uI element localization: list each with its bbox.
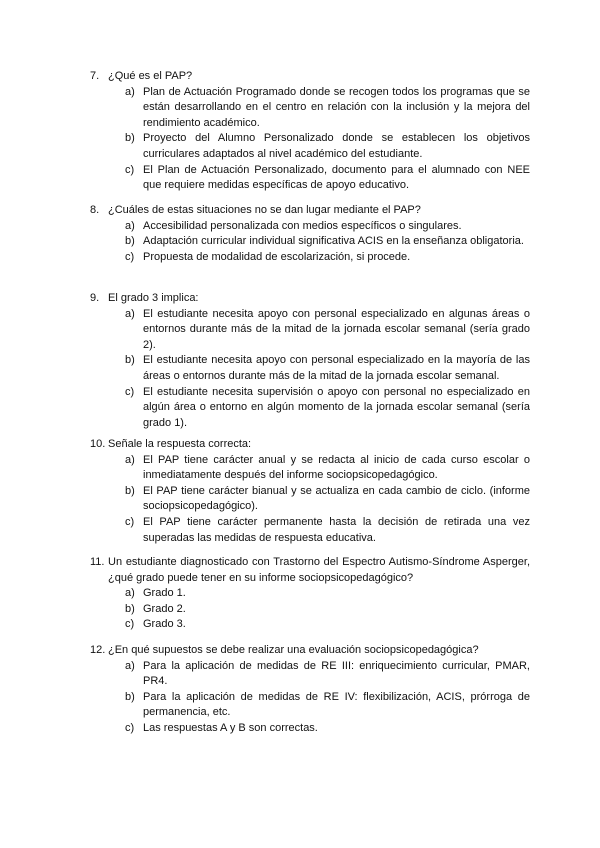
- option-text: Para la aplicación de medidas de RE IV: flexibilización, ACIS, prórroga de permanencia, etc.: [143, 690, 530, 719]
- option-text: El Plan de Actuación Personalizado, documento para el alumnado con NEE que requiere medidas específicas de apoyo educativo.: [143, 163, 530, 192]
- option-text: El estudiante necesita apoyo con personal especializado en algunas áreas o entornos durante más de la mitad de la jornada escolar semanal (sería grado 2).: [143, 307, 530, 351]
- question-number: 12.: [90, 644, 106, 656]
- question-stem: [90, 643, 530, 659]
- question-text: ¿Cuáles de estas situaciones no se dan lugar mediante el PAP?: [108, 204, 421, 216]
- option-text: Para la aplicación de medidas de RE III: enriquecimiento curricular, PMAR, PR4.: [143, 659, 530, 688]
- option: [125, 163, 530, 194]
- option: [125, 453, 530, 484]
- question-11: [90, 555, 530, 633]
- option-letter: a): [125, 453, 135, 466]
- option-text: El estudiante necesita supervisión o apoyo con personal no especializado en algún área o entorno en algún momento de la jornada escolar semanal (sería grado 1).: [143, 385, 530, 429]
- option: [125, 385, 530, 432]
- option-text: Accesibilidad personalizada con medios específicos o singulares.: [143, 219, 462, 232]
- option-text: Grado 2.: [143, 602, 186, 615]
- option: [125, 234, 530, 250]
- question-8: [90, 203, 530, 265]
- option: [125, 484, 530, 515]
- question-number: 8.: [90, 204, 100, 216]
- option-text: El PAP tiene carácter permanente hasta la decisión de retirada una vez superadas las medidas de respuesta educativa.: [143, 515, 530, 544]
- option-text: Grado 1.: [143, 587, 186, 600]
- question-stem: [90, 437, 530, 453]
- question-7: [90, 69, 530, 194]
- question-stem: [90, 291, 530, 307]
- option: [125, 353, 530, 384]
- option-letter: b): [125, 235, 135, 248]
- question-number: 7.: [90, 70, 100, 82]
- question-text: El grado 3 implica:: [108, 292, 199, 304]
- question-text: Señale la respuesta correcta:: [108, 438, 252, 450]
- question-9: [90, 291, 530, 431]
- option-letter: c): [125, 721, 135, 734]
- option: [125, 617, 530, 633]
- option-letter: c): [125, 618, 135, 631]
- question-12: [90, 643, 530, 737]
- option-letter: b): [125, 602, 135, 615]
- option-letter: c): [125, 163, 135, 176]
- option-letter: a): [125, 85, 135, 98]
- option: [125, 659, 530, 690]
- option-letter: b): [125, 484, 135, 497]
- option: [125, 85, 530, 132]
- question-number: 9.: [90, 292, 100, 304]
- option-letter: b): [125, 354, 135, 367]
- option-letter: c): [125, 250, 135, 263]
- question-stem: [90, 555, 530, 586]
- option: [125, 250, 530, 266]
- option-text: Grado 3.: [143, 618, 186, 631]
- option: [125, 690, 530, 721]
- option-text: El PAP tiene carácter bianual y se actualiza en cada cambio de ciclo. (informe sociopsicopedagógico).: [143, 484, 530, 513]
- option-text: Propuesta de modalidad de escolarización, si procede.: [143, 250, 411, 263]
- question-number: 10.: [90, 438, 106, 450]
- option-letter: c): [125, 385, 135, 398]
- option-text: El PAP tiene carácter anual y se redacta al inicio de cada curso escolar o inmediatamente después del informe sociopsicopedagógico.: [143, 453, 530, 482]
- option: [125, 131, 530, 162]
- option-text: Las respuestas A y B son correctas.: [143, 721, 318, 734]
- option-text: Adaptación curricular individual significativa ACIS en la enseñanza obligatoria.: [143, 235, 524, 248]
- option-letter: b): [125, 690, 135, 703]
- question-text: ¿Qué es el PAP?: [108, 70, 193, 82]
- option: [125, 602, 530, 618]
- question-text: ¿En qué supuestos se debe realizar una evaluación sociopsicopedagógica?: [108, 644, 479, 656]
- question-number: 11.: [90, 556, 105, 568]
- option-letter: a): [125, 307, 135, 320]
- option-letter: a): [125, 659, 135, 672]
- option: [125, 721, 530, 737]
- question-stem: [90, 203, 530, 219]
- option-letter: a): [125, 219, 135, 232]
- question-text: Un estudiante diagnosticado con Trastorno del Espectro Autismo-Síndrome Asperger, ¿qué grado puede tener en su informe sociopsicopedagógico?: [108, 556, 530, 584]
- option-text: El estudiante necesita apoyo con personal especializado en la mayoría de las áreas o entornos durante más de la mitad de la jornada escolar semanal.: [143, 354, 530, 382]
- option: [125, 307, 530, 354]
- question-stem: [90, 69, 530, 85]
- option-letter: a): [125, 587, 135, 600]
- question-10: [90, 437, 530, 546]
- option-text: Proyecto del Alumno Personalizado donde se establecen los objetivos curriculares adaptados al nivel académico del estudiante.: [143, 132, 530, 160]
- option: [125, 515, 530, 546]
- option-letter: c): [125, 515, 135, 528]
- option-letter: b): [125, 132, 135, 145]
- option: [125, 586, 530, 602]
- option-text: Plan de Actuación Programado donde se recogen todos los programas que se están desarrollando en el centro en relación con la inclusión y la mejora del rendimiento académico.: [143, 85, 530, 129]
- option: [125, 219, 530, 235]
